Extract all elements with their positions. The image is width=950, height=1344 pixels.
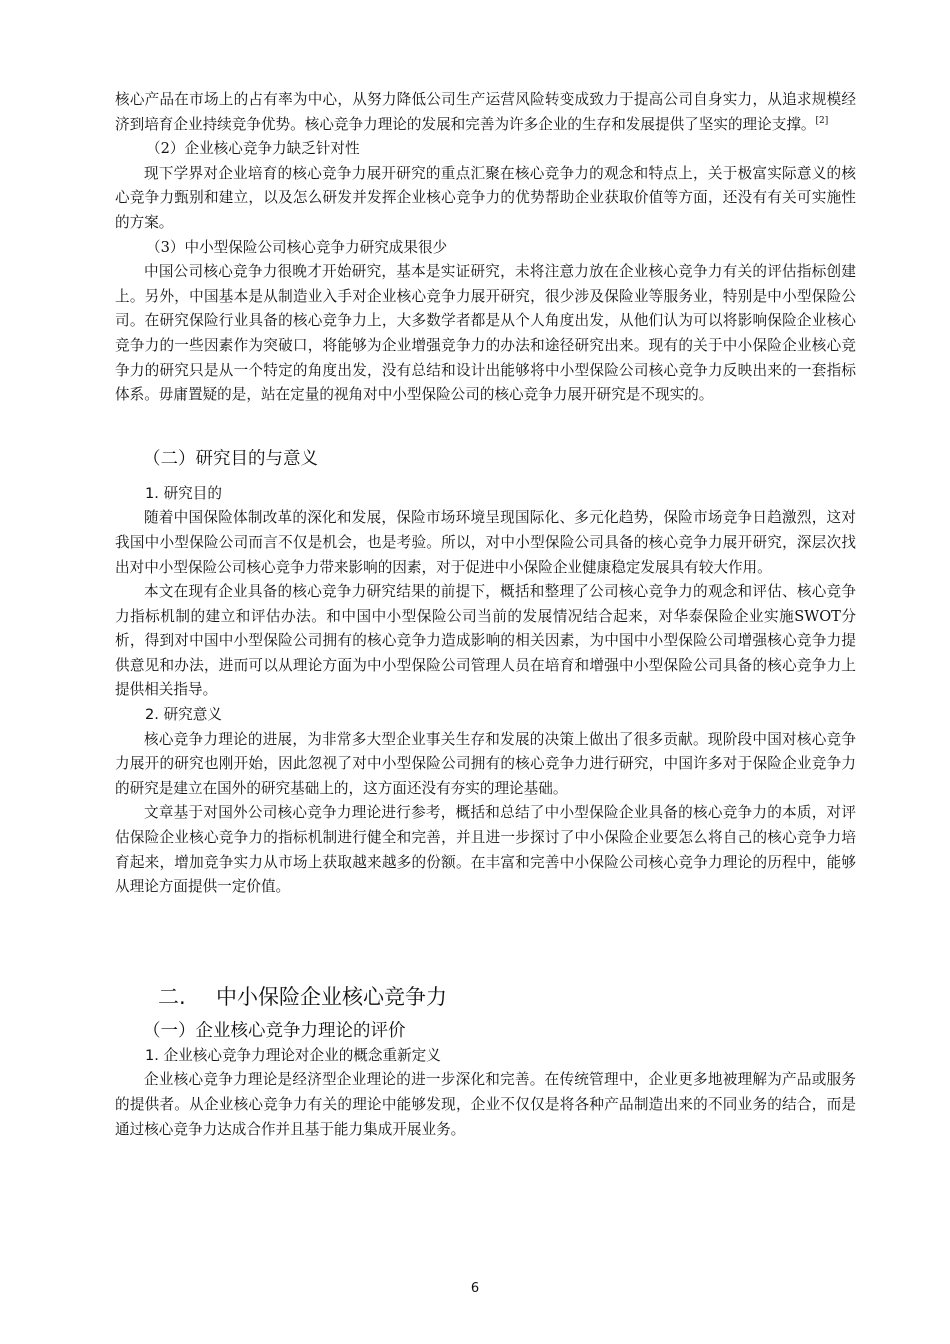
paragraph-significance-1: 核心竞争力理论的进展，为非常多大型企业事关生存和发展的决策上做出了很多贡献。现阶段中国对核心竞争力展开的研究也刚开始，因此忽视了对中小型保险公司拥有的核心竞争力进行研究，中国许多对于保险企业竞争力的研究是建立在国外的研究基础上的，这方面还没有夯实的理论基础。 <box>115 730 856 797</box>
section-heading-purpose: （二）研究目的与意义 <box>143 448 318 469</box>
subheading-research-significance: 2. 研究意义 <box>145 706 222 724</box>
paragraph-text: 核心产品在市场上的占有率为中心，从努力降低公司生产运营风险转变成致力于提高公司自身实力，从追求规模经济到培育企业持续竞争优势。核心竞争力理论的发展和完善为许多企业的生存和发展提供了坚实的理论支撑。 <box>115 91 856 133</box>
chapter-heading <box>158 982 856 1012</box>
paragraph-redefinition: 企业核心竞争力理论是经济型企业理论的进一步深化和完善。在传统管理中，企业更多地被理解为产品或服务的提供者。从企业核心竞争力有关的理论中能够发现，企业不仅仅是将各种产品制造出来的不同业务的结合，而是通过核心竞争力达成合作并且基于能力集成开展业务。 <box>115 1071 856 1138</box>
item-heading-2: （2）企业核心竞争力缺乏针对性 <box>146 140 360 158</box>
paragraph-intro-continued <box>115 88 856 137</box>
page-number: 6 <box>470 1281 480 1296</box>
document-page <box>115 88 856 1142</box>
paragraph-purpose-2: 本文在现有企业具备的核心竞争力研究结果的前提下，概括和整理了公司核心竞争力的观念和评估、核心竞争力指标机制的建立和评估办法。和中国中小型保险公司当前的发展情况结合起来，对华泰保险企业实施SWOT分析，得到对中国中小型保险公司拥有的核心竞争力造成影响的相关因素，为中国中小型保险公司增强核心竞争力提供意见和办法，进而可以从理论方面为中小型保险公司管理人员在培育和增强中小型保险公司具备的核心竞争力上提供相关指导。 <box>115 583 856 699</box>
section-heading-evaluation: （一）企业核心竞争力理论的评价 <box>143 1020 406 1041</box>
paragraph-purpose-1: 随着中国保险体制改革的深化和发展，保险市场环境呈现国际化、多元化趋势，保险市场竞争日趋激烈，这对我国中小型保险公司而言不仅是机会，也是考验。所以，对中小型保险公司具备的核心竞争力展开研究，深层次找出对中小型保险公司核心竞争力带来影响的因素，对于促进中小保险企业健康稳定发展具有较大作用。 <box>115 509 856 576</box>
chapter-title: 中小保险企业核心竞争力 <box>216 984 447 1009</box>
citation-ref: [2] <box>815 115 829 126</box>
item-heading-3: （3）中小型保险公司核心竞争力研究成果很少 <box>146 238 448 256</box>
paragraph-targeting: 现下学界对企业培育的核心竞争力展开研究的重点汇聚在核心竞争力的观念和特点上，关于极富实际意义的核心竞争力甄别和建立，以及怎么研发并发挥企业核心竞争力的优势帮助企业获取价值等方面，还没有有关可实施性的方案。 <box>115 164 856 231</box>
paragraph-significance-2: 文章基于对国外公司核心竞争力理论进行参考，概括和总结了中小型保险企业具备的核心竞争力的本质，对评估保险企业核心竞争力的指标机制进行健全和完善，并且进一步探讨了中小保险企业要怎么将自己的核心竞争力培育起来，增加竞争实力从市场上获取越来越多的份额。在丰富和完善中小保险公司核心竞争力理论的历程中，能够从理论方面提供一定价值。 <box>115 804 856 896</box>
paragraph-research-scarcity: 中国公司核心竞争力很晚才开始研究，基本是实证研究，未将注意力放在企业核心竞争力有关的评估指标创建上。另外，中国基本是从制造业入手对企业核心竞争力展开研究，很少涉及保险业等服务业，特别是中小型保险公司。在研究保险行业具备的核心竞争力上，大多数学者都是从个人角度出发，从他们认为可以将影响保险企业核心竞争力的一些因素作为突破口，将能够为企业增强竞争力的办法和途径研究出来。现有的关于中小保险企业核心竞争力的研究只是从一个特定的角度出发，没有总结和设计出能够将中小型保险公司核心竞争力反映出来的一套指标体系。毋庸置疑的是，站在定量的视角对中小型保险公司的核心竞争力展开研究是不现实的。 <box>115 263 856 404</box>
subheading-redefinition: 1. 企业核心竞争力理论对企业的概念重新定义 <box>145 1046 441 1064</box>
chapter-number: 二. <box>158 984 186 1009</box>
subheading-research-purpose: 1. 研究目的 <box>145 484 222 502</box>
